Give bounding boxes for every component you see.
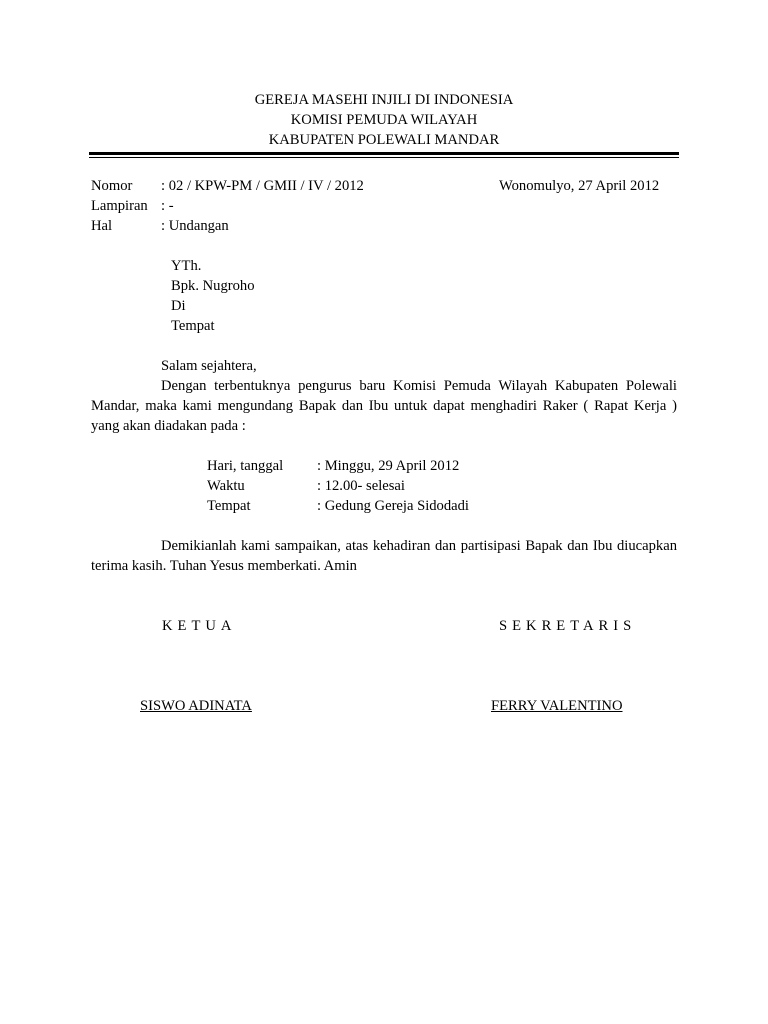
event-day-value: : Minggu, 29 April 2012 [317,458,460,474]
event-place-label: Tempat [207,498,251,514]
lampiran-value: : - [161,198,174,214]
paragraph-invitation-text: Dengan terbentuknya pengurus baru Komisi Pemuda Wilayah Kabupaten Polewali Mandar, maka kami mengundang Bapak dan Ibu untuk dapat menghadiri Raker ( Rapat Kerja ) yang akan diadakan pada : [91,378,677,434]
paragraph-invitation [91,376,677,436]
recipient-name: Bpk. Nugroho [171,278,255,294]
signature-right-title: SEKRETARIS [499,618,637,634]
letterhead-rule-thick [89,152,679,155]
event-time-value: : 12.00- selesai [317,478,405,494]
letterhead-rule-thin [89,157,679,158]
hal-value: : Undangan [161,218,229,234]
nomor-label: Nomor [91,178,133,194]
recipient-place: Tempat [171,318,215,334]
nomor-value: : 02 / KPW-PM / GMII / IV / 2012 [161,178,364,194]
lampiran-label: Lampiran [91,198,148,214]
signature-left-name: SISWO ADINATA [140,698,252,714]
place-date: Wonomulyo, 27 April 2012 [499,178,660,194]
paragraph-closing [91,536,677,576]
hal-label: Hal [91,218,113,234]
event-day-label: Hari, tanggal [207,458,284,474]
paragraph-closing-text: Demikianlah kami sampaikan, atas kehadiran dan partisipasi Bapak dan Ibu diucapkan terima kasih. Tuhan Yesus memberkati. Amin [91,538,677,574]
letterhead-region: KABUPATEN POLEWALI MANDAR [268,132,500,148]
event-time-label: Waktu [207,478,245,494]
letterhead-church: GEREJA MASEHI INJILI DI INDONESIA [254,92,514,108]
event-place-value: : Gedung Gereja Sidodadi [317,498,469,514]
greeting: Salam sejahtera, [161,358,257,374]
recipient-di: Di [171,298,186,314]
letterhead-commission: KOMISI PEMUDA WILAYAH [290,112,478,128]
signature-left-title: KETUA [162,618,237,634]
signature-right-name: FERRY VALENTINO [491,698,623,714]
recipient-salutation: YTh. [171,258,202,274]
